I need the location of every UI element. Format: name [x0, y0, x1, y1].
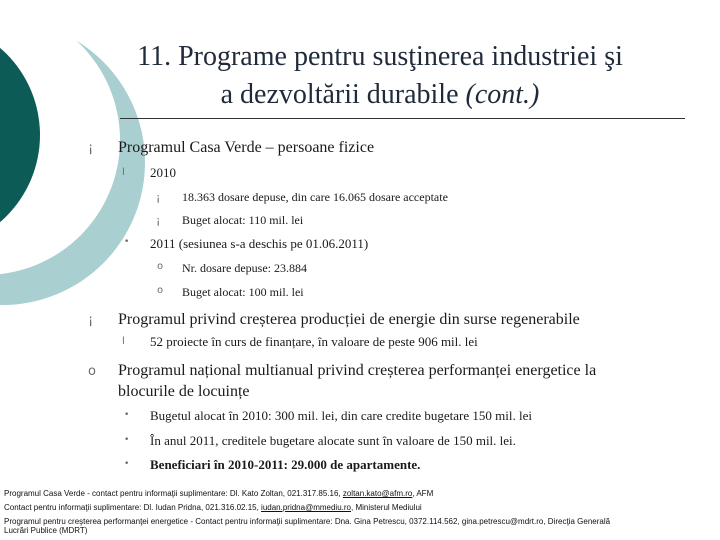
- section-3-heading-line-2: blocurile de locuințe: [118, 383, 250, 400]
- bullet-ring-icon: ¡: [88, 313, 94, 328]
- list-item: În anul 2011, creditele bugetare alocate sunt în valoare de 150 mil. lei.: [150, 433, 516, 448]
- bullet-small-icon: •: [124, 459, 130, 469]
- footer-contact-1: [4, 489, 433, 499]
- email-link[interactable]: zoltan.kato@afm.ro: [342, 489, 413, 498]
- bullet-small-icon: •: [124, 435, 130, 445]
- bullet-ring-icon: ¡: [156, 191, 161, 204]
- bullet-ring-icon: ¡: [88, 141, 94, 156]
- bullet-ring-icon: ¡: [156, 214, 161, 227]
- title-line-1: 11. Programe pentru susţinerea industriei şi: [137, 41, 623, 72]
- bullet-o-icon: o: [157, 261, 164, 272]
- title-divider: [120, 118, 685, 119]
- bullet-o-icon: o: [157, 285, 164, 296]
- footer-text: Programul Casa Verde - contact pentru informaţii suplimentare: Dl. Kato Zoltan, 021.317.85.16,: [4, 489, 343, 498]
- list-item: 52 proiecte în curs de finanțare, în valoare de peste 906 mil. lei: [150, 334, 478, 349]
- list-item: 18.363 dosare depuse, din care 16.065 dosare acceptate: [182, 190, 448, 204]
- bullet-dot-icon: l: [122, 336, 125, 347]
- list-item: Buget alocat: 110 mil. lei: [182, 213, 304, 227]
- section-2-heading: Programul privind creșterea producției de energie din surse regenerabile: [118, 311, 580, 328]
- bullet-small-icon: •: [124, 410, 130, 420]
- page-title: [60, 38, 700, 114]
- section-3-heading-line-1: Programul național multianual privind creșterea performanței energetice la: [118, 362, 597, 379]
- section-1-year-2010: 2010: [150, 165, 176, 180]
- section-1-heading: Programul Casa Verde – persoane fizice: [118, 139, 375, 156]
- title-line-2-italic: (cont.): [465, 79, 540, 110]
- list-item: Buget alocat: 100 mil. lei: [182, 285, 304, 299]
- list-item: Bugetul alocat în 2010: 300 mil. lei, din care credite bugetare 150 mil. lei: [150, 408, 532, 423]
- email-link[interactable]: iudan.pridna@mmediu.ro: [261, 503, 351, 512]
- footer-contact-3: Programul pentru creşterea performanţei energetice - Contact pentru informaţii suplimentare: Dna. Gina Petrescu, 0372.114.562, gina.petrescu@mdrt.ro, Direcţia Generală: [4, 517, 611, 526]
- list-item: Beneficiari în 2010-2011: 29.000 de apartamente.: [150, 457, 421, 472]
- footer-text: , Ministerul Mediului: [351, 503, 422, 512]
- bullet-small-icon: •: [124, 237, 130, 247]
- footer-text: Contact pentru informaţii suplimentare: Dl. Iudan Pridna, 021.316.02.15,: [4, 503, 262, 512]
- footer-contact-3-cont: Lucrări Publice (MDRT): [4, 526, 88, 535]
- list-item: Nr. dosare depuse: 23.884: [182, 261, 307, 275]
- title-line-2: [60, 76, 700, 114]
- footer-text: , AFM: [412, 489, 434, 498]
- section-1-year-2011: 2011 (sesiunea s-a deschis pe 01.06.2011): [150, 236, 369, 251]
- title-line-2-main: a dezvoltării durabile: [220, 79, 466, 110]
- footer-contact-2: [4, 503, 422, 513]
- bullet-o-icon: o: [88, 364, 96, 379]
- bullet-dot-icon: l: [122, 167, 125, 178]
